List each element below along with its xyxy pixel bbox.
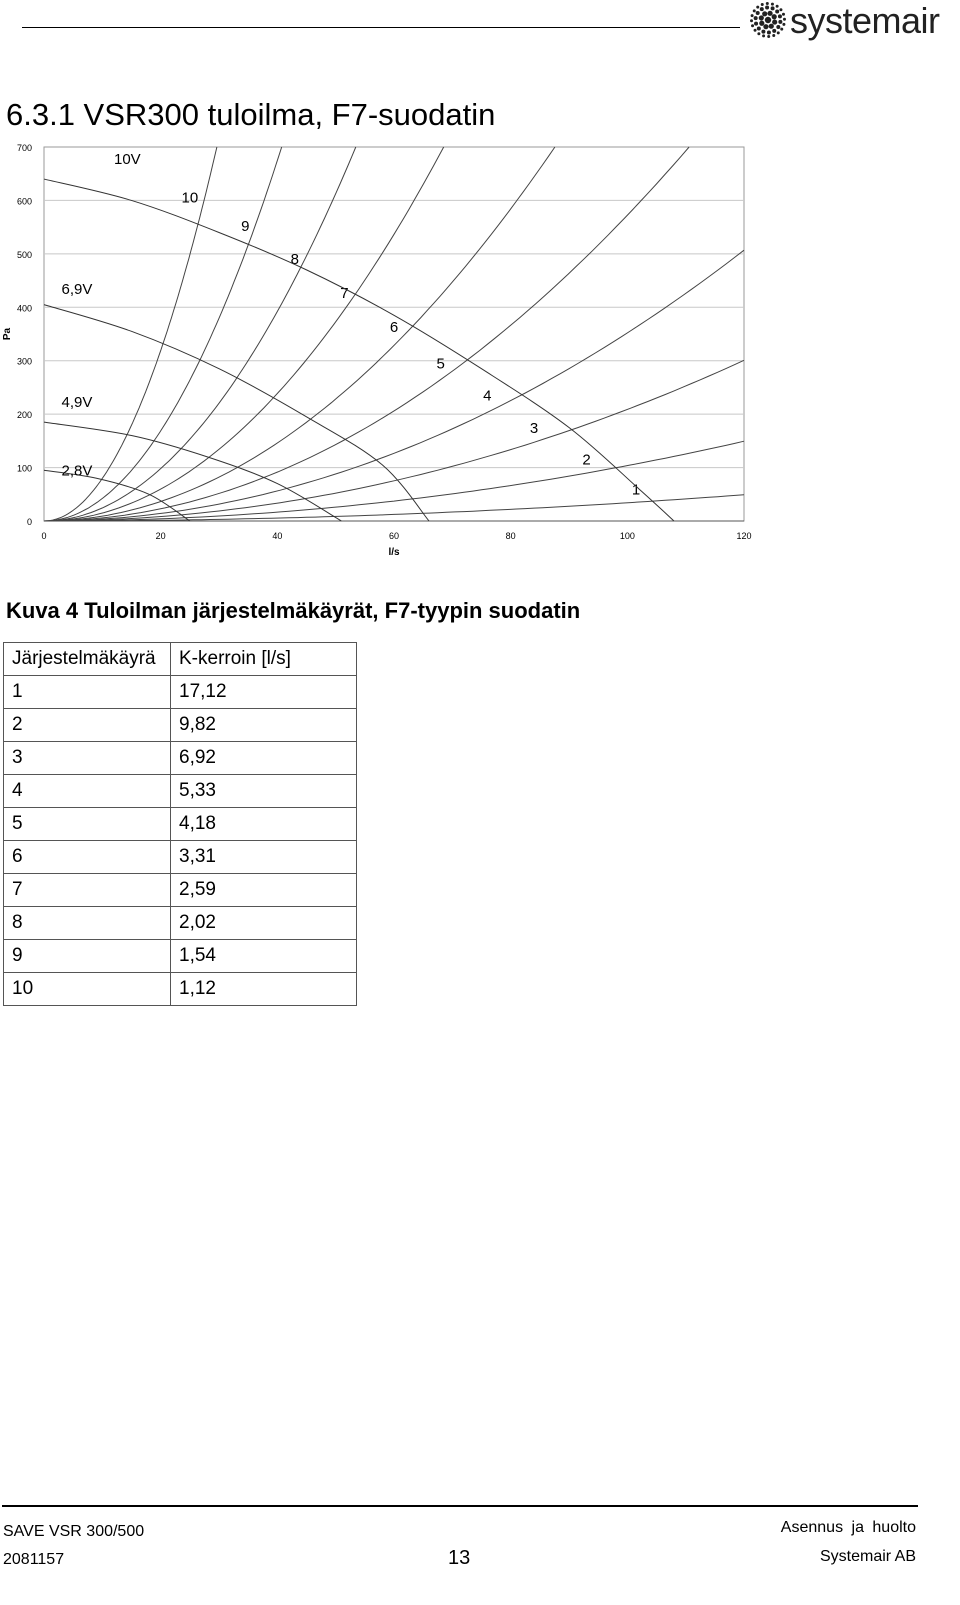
table-row [4, 709, 357, 742]
logo-dot [756, 6, 759, 9]
logo-dot [772, 29, 776, 33]
table-row [4, 874, 357, 907]
logo-dot [772, 34, 775, 37]
curve-cell: 1 [4, 676, 171, 709]
page-number: 13 [448, 1547, 471, 1569]
system-curve-label: 8 [290, 251, 300, 269]
curve-cell: 5 [4, 808, 171, 841]
fan-performance-chart [0, 130, 770, 570]
k-factor-cell: 4,18 [171, 808, 357, 841]
k-factor-cell: 1,54 [171, 940, 357, 973]
x-tick-label: 120 [736, 531, 752, 541]
k-factor-cell: 5,33 [171, 775, 357, 808]
k-factor-cell: 17,12 [171, 676, 357, 709]
logo-dot [772, 14, 777, 19]
curve-cell: 4 [4, 775, 171, 808]
curve-cell: 2 [4, 709, 171, 742]
system-curve-6 [44, 147, 555, 521]
fan-curve-10V [44, 179, 674, 521]
system-curve-label: 2 [582, 451, 591, 469]
logo-dot [772, 19, 777, 24]
curve-cell: 10 [4, 973, 171, 1006]
logo-dot [762, 11, 767, 16]
y-tick-label: 700 [16, 143, 32, 153]
logo-dot [765, 6, 769, 10]
table-header-row [4, 643, 357, 676]
logo-dot [757, 26, 761, 30]
logo-dot [763, 24, 768, 29]
k-factor-cell: 2,59 [171, 874, 357, 907]
logo-dot [780, 28, 783, 31]
system-curve-label: 4 [483, 387, 492, 405]
y-tick-label: 600 [16, 196, 32, 207]
logo-dot [754, 16, 758, 20]
k-factor-cell: 2,02 [171, 907, 357, 940]
system-curve-7 [44, 147, 444, 521]
logo-dot [783, 18, 786, 21]
x-tick-label: 60 [388, 531, 400, 541]
y-tick-label: 0 [26, 517, 32, 527]
column-header-curve: Järjestelmäkäyrä [4, 643, 171, 676]
logo-dot [766, 2, 769, 5]
logo-dot [769, 24, 774, 29]
logo-dot [779, 8, 782, 11]
curve-cell: 9 [4, 940, 171, 973]
curve-cell: 8 [4, 907, 171, 940]
system-curve-label: 10 [181, 189, 199, 207]
logo-dot [753, 9, 756, 12]
table-row [4, 907, 357, 940]
system-curve-label: 9 [241, 217, 250, 235]
column-header-k-factor: K-kerroin [l/s] [171, 643, 357, 676]
system-curve-label: 1 [631, 481, 641, 499]
header-rule [22, 27, 740, 28]
logo-dot [767, 30, 771, 34]
figure-caption: Kuva 4 Tuloilman järjestelmäkäyrät, F7-tyypin suodatin [6, 598, 581, 623]
footer-company: Systemair AB [819, 1548, 916, 1565]
logo-dot [777, 31, 780, 34]
k-factor-table [3, 642, 357, 1006]
table-row [4, 973, 357, 1006]
k-factor-cell: 9,82 [171, 709, 357, 742]
x-tick-label: 0 [41, 531, 47, 541]
table-row [4, 808, 357, 841]
x-tick-label: 20 [155, 531, 166, 541]
fan-curve-6,9V [44, 305, 429, 521]
k-factor-cell: 6,92 [171, 742, 357, 775]
footer-doc-title: Asennus ja huolto [780, 1519, 916, 1536]
brand-logo [750, 0, 950, 42]
table-row [4, 841, 357, 874]
y-tick-label: 100 [16, 463, 32, 474]
logo-dot [782, 23, 785, 26]
logo-dot [751, 24, 754, 27]
logo-dots-icon [750, 2, 786, 38]
y-tick-label: 300 [16, 356, 32, 367]
table-row [4, 742, 357, 775]
y-tick-label: 200 [16, 410, 32, 421]
footer-product: SAVE VSR 300/500 [3, 1523, 145, 1540]
fan-curve-label: 4,9V [61, 394, 93, 412]
logo-dot [762, 34, 765, 37]
chart-svg [0, 130, 770, 570]
logo-dot [761, 3, 764, 6]
y-axis-label: Pa [2, 327, 13, 341]
logo-dot [754, 29, 757, 32]
x-tick-label: 40 [272, 531, 283, 541]
y-tick-label: 500 [16, 249, 32, 260]
curve-cell: 6 [4, 841, 171, 874]
table-row [4, 775, 357, 808]
logo-dot [776, 25, 780, 29]
logo-dot [751, 14, 754, 17]
k-factor-cell: 3,31 [171, 841, 357, 874]
system-curve-label: 5 [436, 355, 445, 373]
table-row [4, 676, 357, 709]
y-tick-label: 400 [16, 303, 32, 314]
system-curve-label: 3 [529, 419, 539, 437]
logo-dot [776, 5, 779, 8]
system-curve-label: 7 [340, 285, 349, 303]
logo-dot [767, 35, 770, 38]
k-factor-cell: 1,12 [171, 973, 357, 1006]
logo-dot [756, 11, 760, 15]
fan-curve-label: 6,9V [61, 280, 93, 298]
footer-doc-number: 2081157 [3, 1551, 65, 1568]
logo-dot [778, 14, 782, 18]
fan-curve-label: 10V [114, 151, 141, 169]
curve-cell: 3 [4, 742, 171, 775]
table-row [4, 940, 357, 973]
logo-dot [771, 6, 775, 10]
brand-name: systemair [790, 0, 940, 41]
fan-curve-label: 2,8V [61, 462, 93, 480]
logo-dot [778, 20, 782, 24]
logo-dot [767, 11, 772, 16]
logo-dot [754, 22, 758, 26]
logo-dot [750, 19, 753, 22]
section-title: 6.3.1 VSR300 tuloilma, F7-suodatin [6, 96, 496, 132]
curve-cell: 7 [4, 874, 171, 907]
logo-dot [771, 3, 774, 6]
logo-dot [765, 17, 771, 23]
system-curve-label: 6 [389, 318, 399, 336]
logo-dot [760, 7, 764, 11]
footer-rule [2, 1505, 918, 1507]
logo-dot [775, 10, 779, 14]
logo-dot [759, 21, 764, 26]
x-tick-label: 80 [505, 531, 516, 541]
logo-dot [782, 13, 785, 16]
x-tick-label: 100 [619, 531, 635, 541]
logo-dot [757, 32, 760, 35]
logo-dot [761, 30, 765, 34]
x-axis-label: l/s [388, 547, 400, 558]
logo-dot [759, 15, 764, 20]
